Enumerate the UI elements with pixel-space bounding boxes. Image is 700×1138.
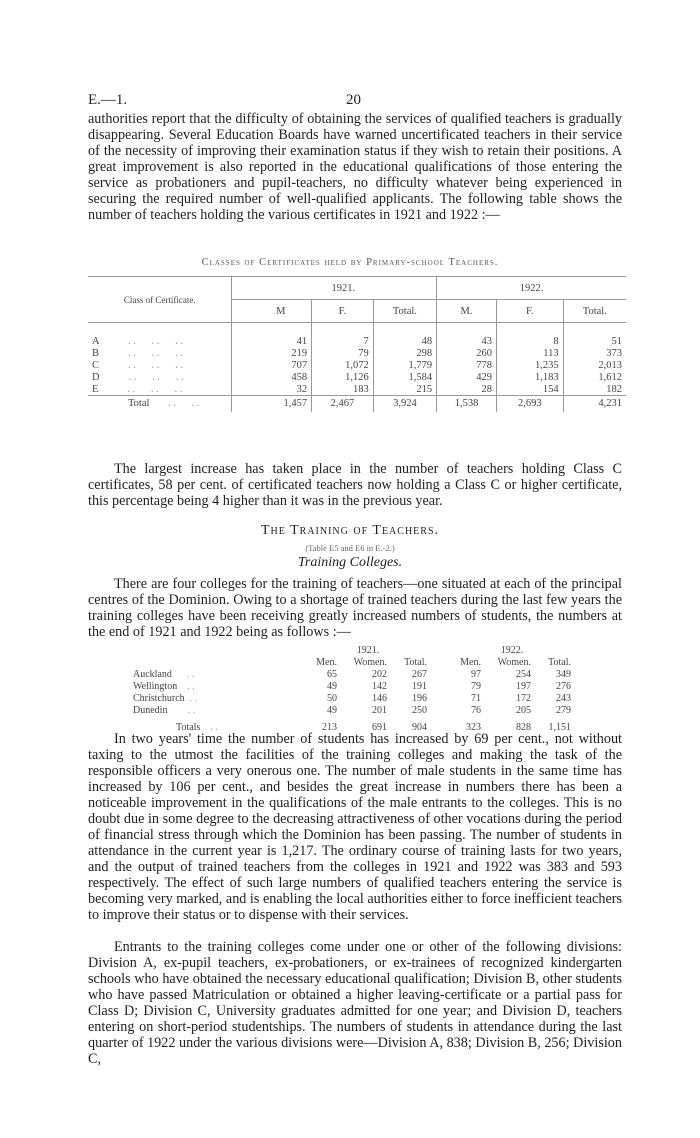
table-header-row <box>88 277 626 300</box>
cell: 1,183 <box>496 371 563 383</box>
cell: 172 <box>516 692 531 704</box>
cell: 250 <box>412 704 427 716</box>
cell: 183 <box>312 383 374 396</box>
table-row: Auckland . . 65 202 267 97 254 349 <box>130 668 574 680</box>
table-row: C . . . . . . 707 1,072 1,779 778 1,235 2,013 <box>88 359 626 371</box>
cell: 142 <box>372 680 387 692</box>
cell: 260 <box>437 347 497 359</box>
cell: 7 <box>312 335 374 347</box>
cell: 298 <box>373 347 436 359</box>
table-row: Christchurch . . 50 146 196 71 172 243 <box>130 692 574 704</box>
table-row: B . . . . . . 219 79 298 260 113 373 <box>88 347 626 359</box>
subheader-f-1921: F. <box>312 300 374 323</box>
subheader: Women. <box>353 656 387 668</box>
subheader: Men. <box>316 656 337 668</box>
total-cell: 2,467 <box>312 396 374 412</box>
section-title: The Training of Teachers. <box>260 523 440 538</box>
cell: 79 <box>312 347 374 359</box>
table-header-row <box>130 644 574 656</box>
subheader-m-1922: M. <box>437 300 497 323</box>
cell: 201 <box>372 704 387 716</box>
cell: 76 <box>471 704 481 716</box>
certificates-table <box>88 276 626 412</box>
training-colleges-table <box>130 644 574 738</box>
paragraph-divisions: Entrants to the training colleges come under one or other of the following divisions: Division A, ex-pupil teachers, ex-probationers, or ex-trainees of recognized kindergarten schools who have obtained the necessary educational qualification; Division B, other students who have passed Matriculation or obtained a higher leaving-certificate or a partial pass for Class D; Division C, University graduates admitted for one year; and Division D, teachers entering on short-period studentships. The numbers of students in attendance during the last quarter of 1922 under the various divisions were—Division A, 838; Division B, 256; Division C, <box>88 939 622 1067</box>
table-row: Dunedin . . 49 201 250 76 205 279 <box>130 704 574 716</box>
cell: 429 <box>437 371 497 383</box>
cell: 279 <box>556 704 571 716</box>
total-cell: 3,924 <box>373 396 436 412</box>
page-header <box>88 92 622 112</box>
subheader-m-1921: M <box>251 300 312 323</box>
total-cell: 4,231 <box>563 396 626 412</box>
section-subtitle: Training Colleges. <box>297 555 403 570</box>
cell: 79 <box>471 680 481 692</box>
paragraph-students: In two years' time the number of students has increased by 69 per cent., not without taxing to the utmost the facilities of the training colleges and making the task of the responsible officers a very onerous one. The number of male students in the same time has increased by 106 per cent., and besides the great increase in numbers there has been a noticeable improvement in the qualifications of the male entrants to the colleges. This is no doubt due in some degree to the decreasing attractiveness of other vocations during the period of financial stress through which the Dominion has been passing. The number of students in attendance in the current year is 1,217. The ordinary course of training lasts for two years, and the output of trained teachers from the colleges in 1921 and 1922 was 383 and 593 respectively. The effect of such large numbers of qualified teachers entering the service is becoming very marked, and is enabling the local authorities either to force inefficient teachers to improve their status or to dispense with their services. <box>88 731 622 923</box>
college-name: Christchurch <box>133 692 185 704</box>
class-column-label: Class of Certificate. <box>88 277 232 323</box>
year-1921-header: 1921. <box>251 277 437 300</box>
cell: 182 <box>563 383 626 396</box>
total-cell: 828 <box>516 721 531 733</box>
paragraph-increase: The largest increase has taken place in the number of teachers holding Class C certificates, 58 per cent. of certificated teachers now holding a Class C or higher certificate, this percentage being 4 higher than it was in the previous year. <box>88 461 622 509</box>
subheader-total-1922: Total. <box>563 300 626 323</box>
paragraph-colleges: There are four colleges for the training of teachers—one situated at each of the principal centres of the Dominion. Owing to a shortage of trained teachers during the last few years the training colleges have been receiving greatly increased numbers of students, the numbers at the end of 1921 and 1922 being as follows :— <box>88 576 622 640</box>
subheader-f-1922: F. <box>496 300 563 323</box>
report-code: E.—1. <box>88 92 128 108</box>
total-cell: 1,151 <box>548 721 571 733</box>
row-class: E <box>92 383 99 395</box>
table-total-row: Total . . . . 1,457 2,467 3,924 1,538 2,693 4,231 <box>88 396 626 412</box>
total-label: Totals <box>176 721 201 733</box>
cell: 113 <box>496 347 563 359</box>
cell: 49 <box>327 704 337 716</box>
cell: 2,013 <box>563 359 626 371</box>
table-row: E . . . . . . 32 183 215 28 154 182 <box>88 383 626 396</box>
cell: 1,584 <box>373 371 436 383</box>
subheader: Men. <box>460 656 481 668</box>
table-row: D . . . . . . 458 1,126 1,584 429 1,183 1,612 <box>88 371 626 383</box>
cell: 28 <box>437 383 497 396</box>
table1-caption: Classes of Certificates held by Primary-school Teachers. <box>201 257 499 268</box>
cell: 48 <box>373 335 436 347</box>
cell: 778 <box>437 359 497 371</box>
cell: 373 <box>563 347 626 359</box>
cell: 97 <box>471 668 481 680</box>
cell: 51 <box>563 335 626 347</box>
row-class: D <box>92 371 100 383</box>
cell: 219 <box>291 347 308 359</box>
subheader-total-1921: Total. <box>373 300 436 323</box>
row-class: A <box>92 335 100 347</box>
cell: 8 <box>496 335 563 347</box>
cell: 43 <box>437 335 497 347</box>
section-reference: (Table E5 and E6 in E.-2.) <box>305 543 395 553</box>
cell: 197 <box>516 680 531 692</box>
college-name: Wellington <box>133 680 178 692</box>
total-cell: 323 <box>466 721 481 733</box>
cell: 1,072 <box>312 359 374 371</box>
cell: 49 <box>327 680 337 692</box>
cell: 205 <box>516 704 531 716</box>
college-name: Dunedin <box>133 704 168 716</box>
cell: 1,612 <box>563 371 626 383</box>
subheader: Total. <box>404 656 427 668</box>
cell: 1,779 <box>373 359 436 371</box>
total-cell: 213 <box>322 721 337 733</box>
cell: 32 <box>296 383 308 395</box>
row-class: B <box>92 347 100 359</box>
cell: 146 <box>372 692 387 704</box>
cell: 267 <box>412 668 427 680</box>
table-row: Wellington . . 49 142 191 79 197 276 <box>130 680 574 692</box>
page-number: 20 <box>346 92 361 108</box>
total-cell: 904 <box>412 721 427 733</box>
cell: 215 <box>373 383 436 396</box>
cell: 707 <box>291 359 308 371</box>
cell: 349 <box>556 668 571 680</box>
row-class: C <box>92 359 100 371</box>
total-cell: 691 <box>372 721 387 733</box>
cell: 458 <box>291 371 308 383</box>
paragraph-intro: authorities report that the difficulty of obtaining the services of qualified teachers is gradually disappearing. Several Education Boards have warned uncertificated teachers in their service of the necessity of improving their examination status if they wish to retain their positions. A great improvement is also reported in the educational qualifications of those entering the service as probationers and pupil-teachers, no difficulty whatever being experienced in securing the required number of well-qualified applicants. The following table shows the number of teachers holding the various certificates in 1921 and 1922 :— <box>88 111 622 223</box>
year-1922-header: 1922. <box>437 277 626 300</box>
cell: 65 <box>327 668 337 680</box>
college-name: Auckland <box>133 668 172 680</box>
year-1922-header: 1922. <box>500 644 524 656</box>
cell: 202 <box>372 668 387 680</box>
total-cell: 1,457 <box>251 396 312 412</box>
cell: 196 <box>412 692 427 704</box>
cell: 154 <box>496 383 563 396</box>
table-total-row: Totals . . 213 691 904 323 828 1,151 <box>130 716 574 738</box>
subheader: Total. <box>548 656 571 668</box>
table-subheader-row <box>130 656 574 668</box>
cell: 254 <box>516 668 531 680</box>
subheader: Women. <box>497 656 531 668</box>
total-label: Total <box>128 398 150 410</box>
year-1921-header: 1921. <box>356 644 380 656</box>
cell: 276 <box>556 680 571 692</box>
cell: 243 <box>556 692 571 704</box>
total-cell: 2,693 <box>496 396 563 412</box>
cell: 1,235 <box>496 359 563 371</box>
cell: 191 <box>412 680 427 692</box>
cell: 71 <box>471 692 481 704</box>
table-row: A . . . . . . 41 7 48 43 8 51 <box>88 335 626 347</box>
cell: 41 <box>296 335 308 347</box>
total-cell: 1,538 <box>437 396 497 412</box>
cell: 1,126 <box>312 371 374 383</box>
cell: 50 <box>327 692 337 704</box>
